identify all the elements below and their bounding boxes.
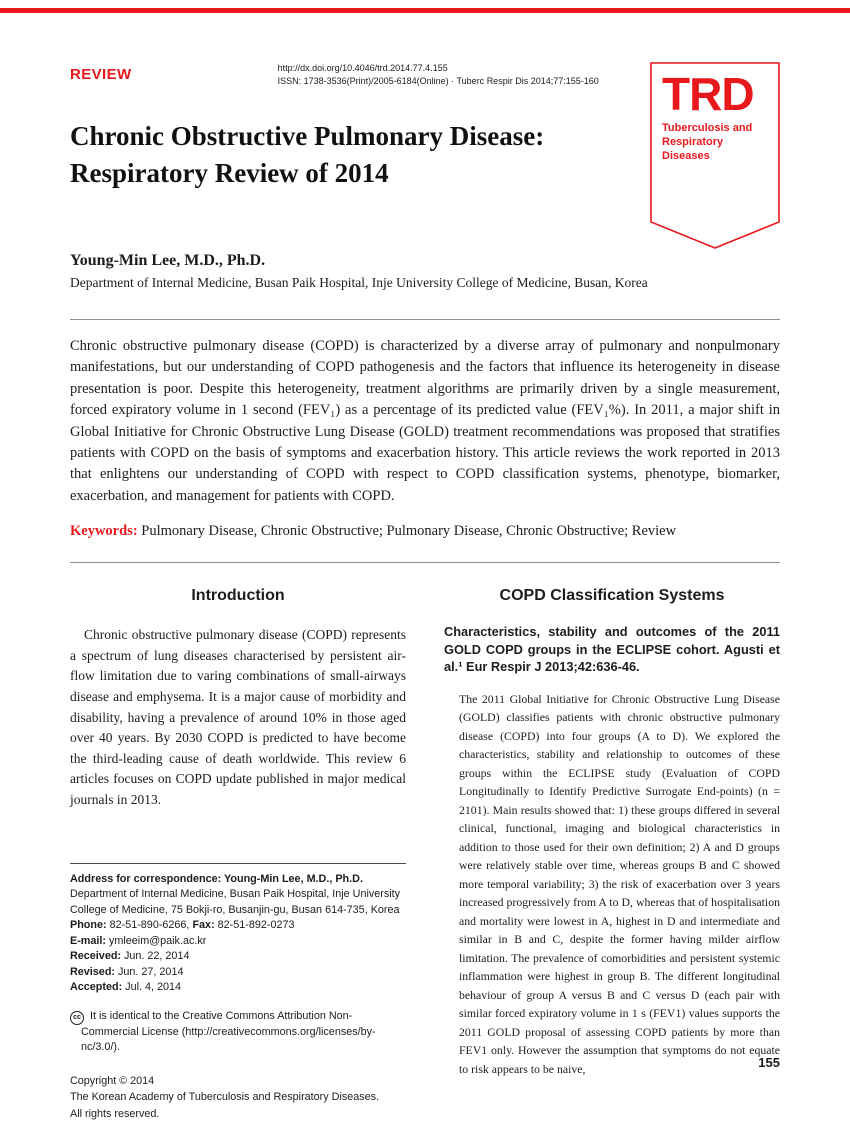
- author-name: Young-Min Lee, M.D., Ph.D.: [70, 252, 266, 269]
- author-affiliation: Department of Internal Medicine, Busan Paik Hospital, Inje University College of Medicine, Busan, Korea: [70, 275, 648, 290]
- revised-date: Revised: Jun. 27, 2014: [70, 965, 184, 978]
- reference-abstract: The 2011 Global Initiative for Chronic Obstructive Lung Disease (GOLD) classifies patients with chronic obstructive pulmonary disease (COPD) into four groups (A to D). We explored the characteristics, stability and relationship to outcomes of these groups within the ECLIPSE study (Evaluation of COPD Longitudinally to Identify Predictive Surrogate End-points) (n = 2101). Main results showed that: 1) these groups differed in several clinical, functional, imaging and biological characteristics in addition to those used for their own definition; 2) A and D groups were relatively stable over time, whereas groups B and C showed more temporal variability; 3) the risk of exacerbation over 3 years increased progressively from A to D, whereas that of hospitalisation and mortality were lowest in A, highest in D and intermediate and similar in B and C, despite the former having milder airflow limitation. The prevalence of comorbidities and persistent systemic inflammation were highest in group B. The different longitudinal behaviour of group A versus B and C versus D (each pair with similar forced expiratory volume in 1 s (FEV1) values supports the 2011 GOLD proposal of assessing COPD patients by more than FEV1 only. However the assumption that symptoms do not equate to risk appears to be naive,: [459, 691, 780, 1076]
- copyright-line2: The Korean Academy of Tuberculosis and Respiratory Diseases.: [70, 1091, 380, 1104]
- fax-value: 82-51-892-0273: [217, 919, 295, 932]
- correspondence-address: Department of Internal Medicine, Busan Paik Hospital, Inje University College of Medicine, 75 Bokji-ro, Busanjin-gu, Busan 614-735, Korea: [70, 888, 401, 916]
- keywords-label: Keywords:: [70, 523, 138, 540]
- logo-acronym: TRD: [662, 68, 754, 120]
- email-value[interactable]: ymleeim@paik.ac.kr: [109, 934, 207, 947]
- doi-link[interactable]: http://dx.doi.org/10.4046/trd.2014.77.4.155: [277, 63, 448, 73]
- left-column: [70, 583, 406, 1122]
- creative-commons-icon: cc: [70, 1011, 84, 1025]
- email-label: E-mail:: [70, 934, 106, 947]
- fax-label: Fax:: [192, 919, 215, 932]
- creative-commons-notice: [70, 1009, 406, 1055]
- introduction-paragraph: Chronic obstructive pulmonary disease (COPD) represents a spectrum of lung diseases characterised by persistent air-flow limitation due to varing combinations of small-airways disease and emphysema. It is a major cause of morbidity and disability, having a prevalence of around 10% in those aged over 40 years. By 2030 COPD is predicted to have become the third-leading cause of death worldwide. This review 6 articles focuses on COPD update published in major medical journals in 2013.: [70, 627, 406, 807]
- right-column: [444, 583, 780, 1122]
- phone-label: Phone:: [70, 919, 107, 932]
- divider-body: [70, 562, 780, 563]
- correspondence-heading: Address for correspondence: Young-Min Lee, M.D., Ph.D.: [70, 872, 363, 885]
- logo-text: [662, 70, 772, 163]
- keywords-line: [70, 523, 780, 540]
- creative-commons-text: It is identical to the Creative Commons Attribution Non-Commercial License (http://creativecommons.org/licenses/by-nc/3.0/).: [81, 1009, 376, 1053]
- page-number: 155: [758, 1055, 780, 1070]
- accepted-date: Accepted: Jul. 4, 2014: [70, 981, 182, 994]
- body-columns: [70, 583, 780, 1122]
- article-title-line1: Chronic Obstructive Pulmonary Disease:: [70, 121, 545, 151]
- section-title-copd-classification: COPD Classification Systems: [499, 587, 725, 605]
- article-title-line2: Respiratory Review of 2014: [70, 158, 389, 188]
- correspondence-block: [70, 863, 406, 996]
- phone-value: 82-51-890-6266,: [109, 919, 190, 932]
- received-date: Received: Jun. 22, 2014: [70, 950, 190, 963]
- reference-heading: Characteristics, stability and outcomes of the 2011 GOLD COPD groups in the ECLIPSE cohort. Agusti et al.¹ Eur Respir J 2013;42:636-46.: [444, 624, 780, 675]
- citation-block: [278, 62, 599, 88]
- abstract-text: Chronic obstructive pulmonary disease (COPD) is characterized by a diverse array of pulmonary and nonpulmonary manifestations, but our understanding of COPD pathogenesis and the factors that influence its heterogeneity in disease presentation is poor. Despite this heterogeneity, treatment algorithms are primarily driven by a single measurement, forced expiratory volume in 1 second (FEV₁) as a percentage of its predicted value (FEV₁%). In 2011, a major shift in Global Initiative for Chronic Obstructive Lung Disease (GOLD) treatment recommendations was proposed that stratifies patients with COPD on the basis of symptoms and exacerbation history. This article reviews the work reported in 2013 that enlightens our understanding of COPD with respect to COPD classification systems, phenotype, biomarker, exacerbation, and management for patients with COPD.: [70, 338, 780, 504]
- logo-subtitle: Tuberculosis and Respiratory Diseases: [662, 122, 753, 162]
- copyright-line1: Copyright © 2014: [70, 1074, 155, 1087]
- section-title-introduction: Introduction: [191, 587, 285, 605]
- keywords-text: Pulmonary Disease, Chronic Obstructive; Pulmonary Disease, Chronic Obstructive; Review: [141, 523, 677, 540]
- correspondence-email: [70, 934, 406, 950]
- journal-logo: [650, 62, 780, 252]
- issn-citation-line: ISSN: 1738-3536(Print)/2005-6184(Online) · Tuberc Respir Dis 2014;77:155-160: [277, 76, 599, 86]
- correspondence-phone-fax: [70, 918, 406, 934]
- copyright-block: [70, 1073, 406, 1123]
- author-block: [70, 252, 780, 291]
- divider-top: [70, 319, 780, 320]
- article-type-label: REVIEW: [70, 66, 132, 83]
- copyright-line3: All rights reserved.: [70, 1107, 160, 1120]
